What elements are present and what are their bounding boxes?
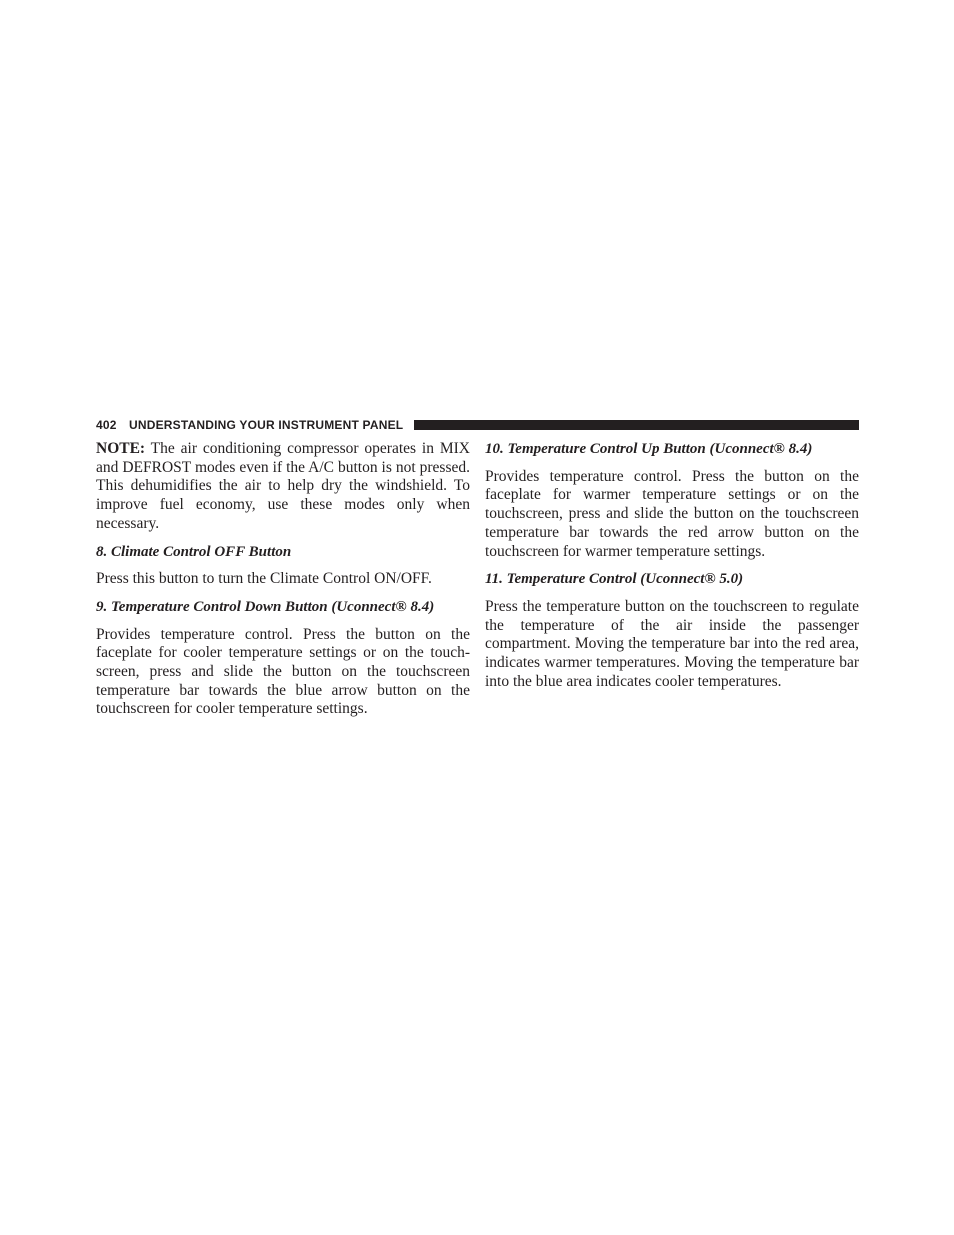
header-rule [414,420,859,430]
right-column [485,440,859,700]
paragraph-temperature-up: Provides temperature control. Press the button on the faceplate for warmer temperature settings or on the touchscreen, press and slide the button on the touchscreen temperature bar towards the red arrow button on the touchscreen for warmer temperature settings. [485,467,859,560]
left-column [96,440,470,728]
heading-temperature-up: 10. Temperature Control Up Button (Uconnect® 8.4) [485,441,813,457]
note-paragraph [96,440,470,534]
paragraph-temperature-down: Provides temperature control. Press the button on the faceplate for cooler temperature settings or on the touchscreen, press and slide the button on the touchscreen temperature bar towards the blue arrow button on the touchscreen for cooler temperature settings. [96,625,470,718]
heading-temperature-control-5: 11. Temperature Control (Uconnect® 5.0) [485,571,744,588]
note-label: NOTE: [96,440,146,457]
page-number: 402 [96,418,117,432]
heading-temperature-down: 9. Temperature Control Down Button (Uconnect® 8.4) [96,598,435,615]
heading-climate-control-off: 8. Climate Control OFF Button [96,543,292,560]
paragraph-climate-control-off: Press this button to turn the Climate Control ON/OFF. [96,570,432,588]
section-title: UNDERSTANDING YOUR INSTRUMENT PANEL [129,418,404,432]
page-header [96,416,859,434]
note-text: The air conditioning compressor operates in MIX and DEFROST modes even if the A/C button is not pressed. This dehumidifies the air to help dry the windshield. To improve fuel economy, use these modes only when necessary. [96,440,470,532]
paragraph-temperature-control-5: Press the temperature button on the touchscreen to regulate the temperature of the air inside the passenger compartment. Moving the temperature bar into the red area, indicates warmer temperatures. Moving the temperature bar into the blue area indicates cooler temperatures. [485,597,859,690]
